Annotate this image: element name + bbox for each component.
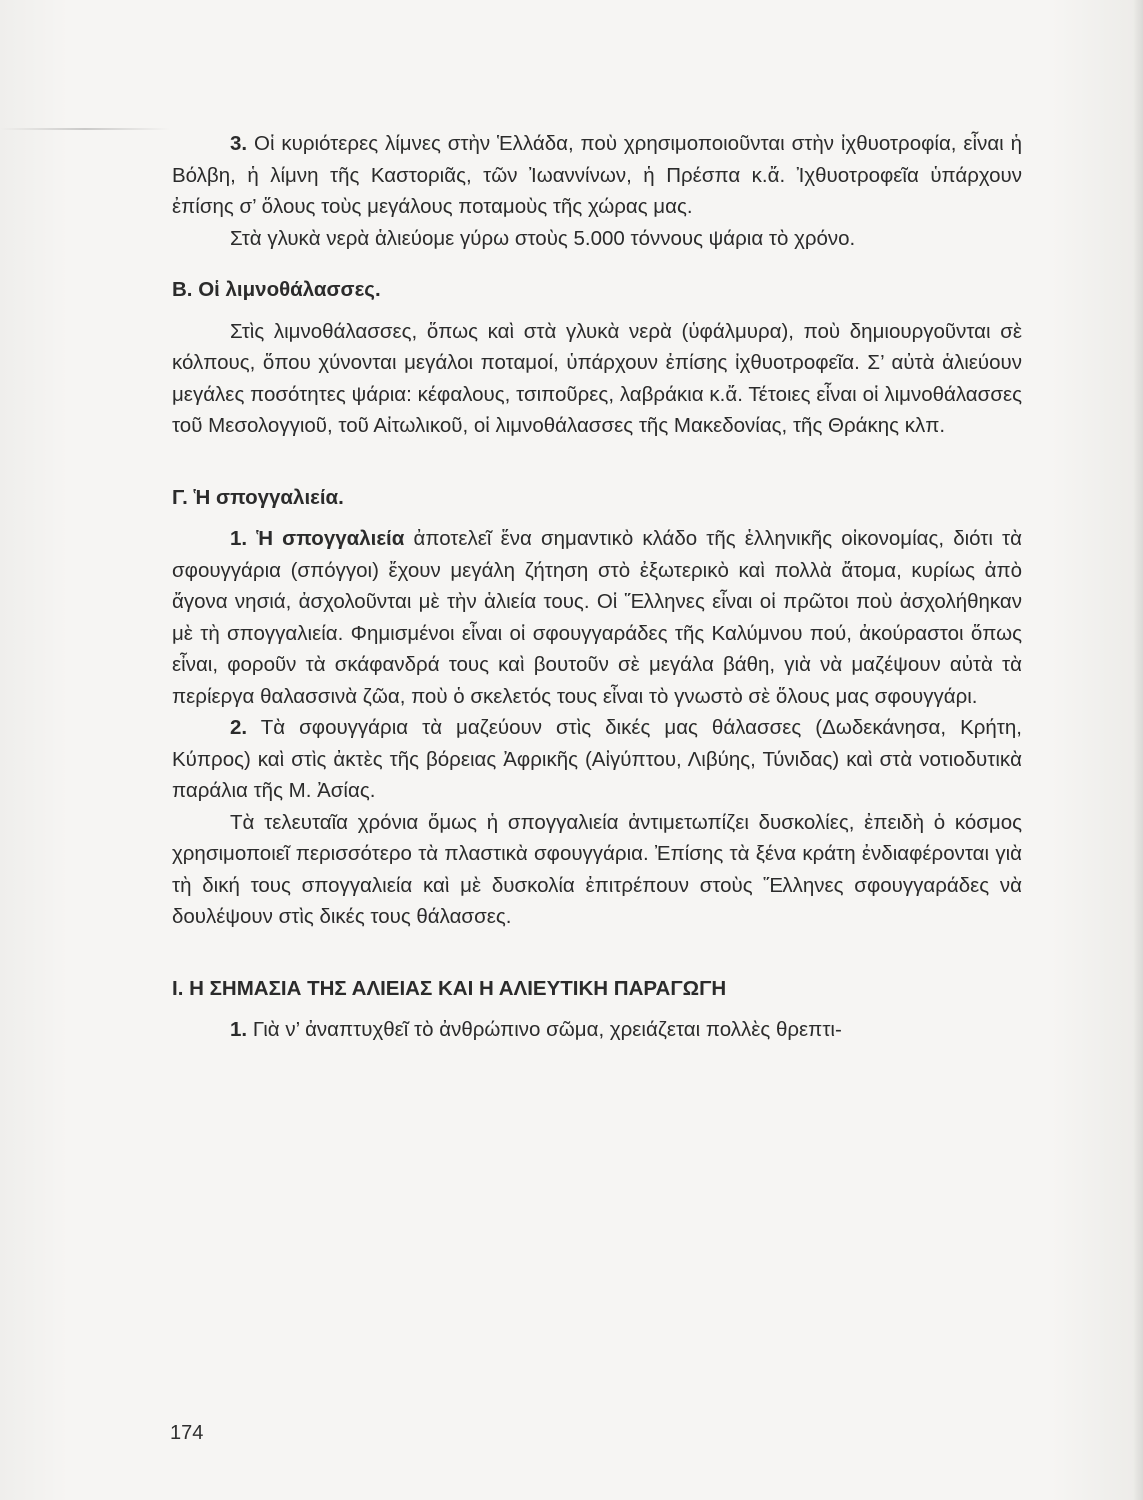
term-sponge-fishing: Ἡ σπογγαλιεία [256, 527, 405, 550]
paragraph-text: ἀποτελεῖ ἕνα σημαντικὸ κλάδο τῆς ἑλληνικῆς οἰκονομίας, διότι τὰ σφουγγάρια (σπόγγοι) ἔχουν μεγάλη ζήτηση στὸ ἐξωτερικὸ καὶ πολλὰ ἄτομα, κυρίως ἀπὸ ἄγονα νησιά, ἀσχολοῦνται μὲ τὴν ἁλιεία τους. Οἱ Ἕλληνες εἶναι οἱ πρῶτοι ποὺ ἀσχολήθηκαν μὲ τὴ σπογγαλιεία. Φημισμένοι εἶναι οἱ σφουγγαράδες τῆς Καλύμνου πού, ἀκούραστοι ὅπως εἶναι, φοροῦν τὰ σκάφανδρά τους καὶ βουτοῦν σὲ μεγάλα βάθη, γιὰ νὰ μαζέψουν αὐτὰ τὰ περίεργα θαλασσινὰ ζῶα, ποὺ ὁ σκελετός τους εἶναι τὸ γνωστὸ σὲ ὅλους μας σφουγγάρι. [172, 527, 1022, 708]
heading-section-b: Β. Οἱ λιμνοθάλασσες. [172, 278, 381, 301]
paragraph-sponge-1 [172, 523, 1022, 712]
page-edge-shadow [1133, 0, 1143, 1500]
paragraph-text: Τὰ σφουγγάρια τὰ μαζεύουν στὶς δικές μας θάλασσες (Δωδεκάνησα, Κρήτη, Κύπρος) καὶ στὶς ἀκτὲς τῆς βόρειας Ἀφρικῆς (Αἰγύπτου, Λιβύης, Τύνιδας) καὶ στὰ νοτιοδυτικὰ παράλια τῆς Μ. Ἀσίας. [172, 716, 1023, 802]
paragraph-importance-1 [172, 1014, 1022, 1046]
heading-section-g: Γ. Ἡ σπογγαλιεία. [172, 485, 344, 509]
paragraph-lagoons: Στὶς λιμνοθάλασσες, ὅπως καὶ στὰ γλυκὰ νερὰ (ὑφάλμυρα), ποὺ δημιουργοῦνται σὲ κόλπους, ὅπου χύνονται μεγάλοι ποταμοί, ὑπάρχουν ἐπίσης ἰχθυοτροφεῖα. Σ’ αὐτὰ ἁλιεύουν μεγάλες ποσότητες ψάρια: κέφαλους, τσιποῦρες, λαβράκια κ.ἄ. Τέτοιες εἶναι οἱ λιμνοθάλασσες τοῦ Μεσολογγιοῦ, τοῦ Αἰτωλικοῦ, οἱ λιμνοθάλασσες τῆς Μακεδονίας, τῆς Θράκης κλπ. [172, 319, 1022, 437]
paragraph-text: Γιὰ ν’ ἀναπτυχθεῖ τὸ ἀνθρώπινο σῶμα, χρειάζεται πολλὲς θρεπτι- [252, 1018, 842, 1041]
paragraph-sponge-2 [172, 712, 1022, 807]
paragraph-section-3 [172, 128, 1022, 223]
scan-mark [0, 128, 170, 130]
paragraph-sponge-3: Τὰ τελευταῖα χρόνια ὅμως ἡ σπογγαλιεία ἀντιμετωπίζει δυσκολίες, ἐπειδὴ ὁ κόσμος χρησιμοποιεῖ περισσότερο τὰ πλαστικὰ σφουγγάρια. Ἐπίσης τὰ ξένα κράτη ἐνδιαφέρονται γιὰ τὴ δική τους σπογγαλιεία καὶ μὲ δυσκολία ἐπιτρέπουν στοὺς Ἕλληνες σφουγγαράδες νὰ δουλέψουν στὶς δικές τους θάλασσες. [172, 810, 1022, 928]
paragraph-number: 1. [230, 527, 248, 550]
paragraph-catch: Στὰ γλυκὰ νερὰ ἁλιεύομε γύρω στοὺς 5.000 τόννους ψάρια τὸ χρόνο. [230, 226, 856, 250]
page-number: 174 [170, 1422, 204, 1444]
paragraph-number: 1. [230, 1018, 248, 1041]
paragraph-number: 2. [230, 716, 248, 739]
heading-section-i: Ι. Η ΣΗΜΑΣΙΑ ΤΗΣ ΑΛΙΕΙΑΣ ΚΑΙ Η ΑΛΙΕΥΤΙΚΗ ΠΑΡΑΓΩΓΗ [172, 976, 727, 1000]
paragraph-number: 3. [230, 132, 248, 155]
page-content [172, 128, 1022, 1046]
paragraph-text: Οἱ κυριότερες λίμνες στὴν Ἑλλάδα, ποὺ χρησιμοποιοῦνται στὴν ἰχθυοτροφία, εἶναι ἡ Βόλβη, ἡ λίμνη τῆς Καστοριᾶς, τῶν Ἰωαννίνων, ἡ Πρέσπα κ.ἄ. Ἰχθυοτροφεῖα ὑπάρχουν ἐπίσης σ’ ὅλους τοὺς μεγάλους ποταμοὺς τῆς χώρας μας. [172, 132, 1023, 218]
